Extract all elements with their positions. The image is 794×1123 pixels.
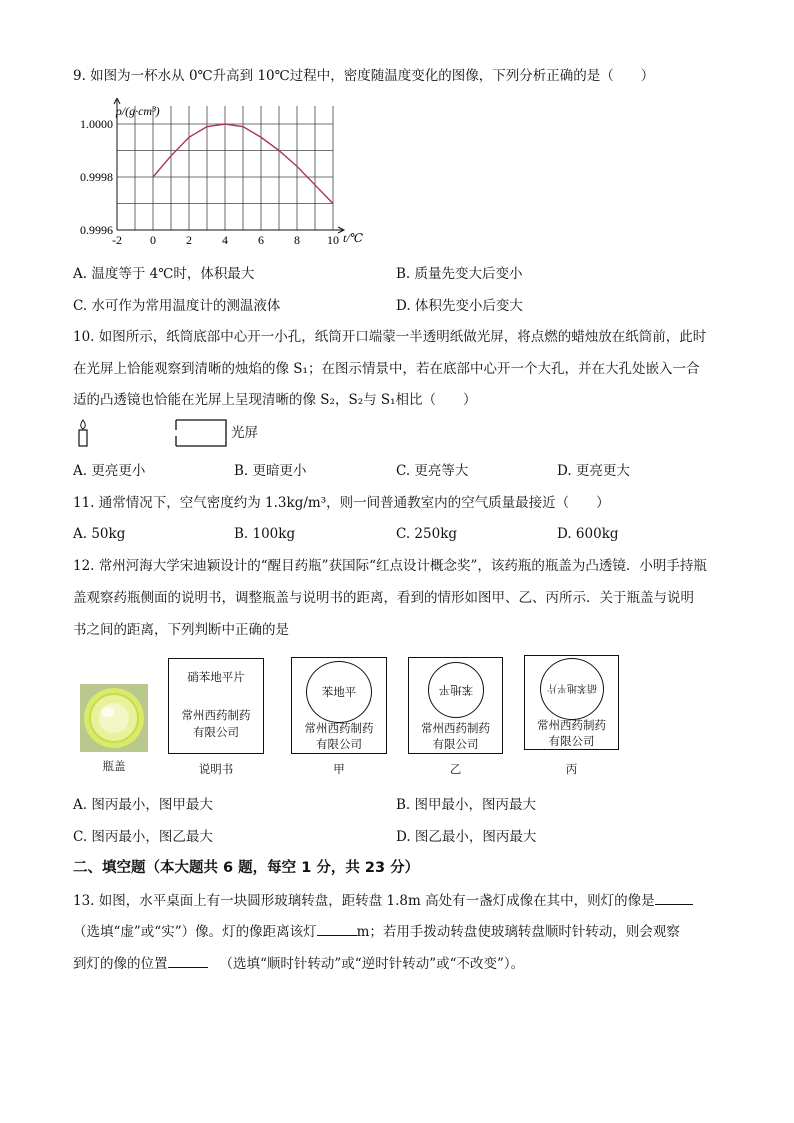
x-axis-label: t/℃ [343, 231, 364, 245]
x-tick-label: 10 [327, 233, 339, 247]
q10-line-3: 适的凸透镜也恰能在光屏上呈现清晰的像 S₂，S₂与 S₁相比（ ） [73, 392, 477, 408]
manual-title: 硝苯地平片 [187, 670, 245, 684]
yi-company-1: 常州西药制药 [421, 721, 490, 735]
q10-option-d[interactable]: D. 更亮更大 [557, 463, 630, 479]
q12-option-c[interactable]: C. 图丙最小，图乙最大 [73, 829, 213, 845]
q9-option-a[interactable]: A. 温度等于 4℃时，体积最大 [73, 266, 255, 282]
yi-caption: 乙 [449, 762, 462, 776]
q11-option-a[interactable]: A. 50kg [73, 526, 126, 542]
q11-option-b[interactable]: B. 100kg [234, 526, 296, 542]
q13-text-3b: （选填“顺时针转动”或“逆时针转动”或“不改变”）。 [219, 956, 525, 972]
q10-option-b[interactable]: B. 更暗更小 [234, 463, 307, 479]
chart-ticks [80, 117, 339, 247]
q10-line-1: 10. 如图所示，纸筒底部中心开一小孔，纸筒开口端蒙一半透明纸做光屏，将点燃的蜡烛放在纸筒前，此时 [73, 329, 707, 345]
q13-text-2a: （选填“虚”或“实”）像。灯的像距离该灯 [73, 924, 317, 940]
q13-blank-1[interactable] [655, 890, 693, 905]
chart-axes [114, 98, 344, 233]
manual-figure [168, 658, 264, 754]
q10-option-a[interactable]: A. 更亮更小 [73, 463, 146, 479]
q9-stem: 9. 如图为一杯水从 0℃升高到 10℃过程中，密度随温度变化的图像，下列分析正确的是（ ） [73, 68, 655, 84]
x-tick-label: -2 [112, 233, 122, 247]
paper-tube [174, 418, 228, 448]
y-tick-label: 1.0000 [80, 117, 113, 131]
q13-line-1 [73, 890, 693, 911]
bing-company-2: 有限公司 [548, 734, 595, 748]
x-tick-label: 8 [294, 233, 300, 247]
bing-company-1: 常州西药制药 [537, 718, 606, 732]
jia-company-1: 常州西药制药 [304, 721, 374, 735]
q10-option-c[interactable]: C. 更亮等大 [396, 463, 469, 479]
q11-stem: 11. 通常情况下，空气密度约为 1.3kg/m³，则一间普通教室内的空气质量最接近（ ） [73, 495, 610, 511]
q12-option-d[interactable]: D. 图乙最小，图丙最大 [396, 829, 537, 845]
q9-option-d[interactable]: D. 体积先变小后变大 [396, 298, 523, 314]
q11-option-d[interactable]: D. 600kg [557, 526, 619, 542]
manual-company-1: 常州西药制药 [181, 708, 251, 722]
jia-circle-text: 苯地平 [321, 685, 357, 699]
q13-blank-3[interactable] [168, 953, 208, 968]
x-tick-label: 6 [258, 233, 264, 247]
yi-lens-circle [428, 662, 484, 718]
figure-jia [291, 657, 387, 754]
q12-line-3: 书之间的距离，下列判断中正确的是 [73, 622, 289, 638]
q10-line-2: 在光屏上恰能观察到清晰的烛焰的像 S₁；在图示情景中，若在底部中心开一个大孔，并在大孔处嵌入一合 [73, 361, 700, 377]
bottle-cap-photo [80, 684, 148, 752]
q9-option-b[interactable]: B. 质量先变大后变小 [396, 266, 523, 282]
manual-caption: 说明书 [198, 762, 234, 776]
q13-blank-2[interactable] [317, 921, 357, 936]
q13-text-2b: m；若用手拨动转盘使玻璃转盘顺时针转动，则会观察 [356, 924, 680, 940]
yi-company-2: 有限公司 [432, 737, 479, 751]
bing-lens-circle [540, 658, 604, 720]
bing-caption: 丙 [565, 762, 578, 776]
y-axis-label: ρ/(g·cm³) [116, 104, 160, 118]
q13-text-3a: 到灯的像的位置 [73, 956, 168, 972]
q13-text-1: 13. 如图，水平桌面上有一块圆形玻璃转盘，距转盘 1.8m 高处有一盏灯成像在其中，则灯的像是 [73, 893, 655, 909]
section-2-heading: 二、填空题（本大题共 6 题，每空 1 分，共 23 分） [73, 860, 420, 876]
x-tick-label: 4 [222, 233, 228, 247]
q12-option-a[interactable]: A. 图丙最小，图甲最大 [73, 797, 213, 813]
q9-option-c[interactable]: C. 水可作为常用温度计的测温液体 [73, 298, 281, 314]
x-tick-label: 0 [150, 233, 156, 247]
cap-caption: 瓶盖 [102, 759, 126, 773]
figure-bing [524, 655, 619, 750]
jia-caption: 甲 [333, 762, 345, 776]
jia-company-2: 有限公司 [316, 737, 362, 751]
q11-option-c[interactable]: C. 250kg [396, 526, 458, 542]
y-tick-label: 0.9996 [80, 223, 113, 237]
jia-lens-circle [306, 661, 372, 723]
q12-line-1: 12. 常州河海大学宋迪颖设计的“醒目药瓶”获国际“红点设计概念奖”，该药瓶的瓶盖为凸透镜．小明手持瓶 [73, 558, 707, 574]
yi-circle-text: 苯地平 [438, 683, 474, 697]
q13-line-2 [73, 921, 680, 942]
density-chart [70, 98, 370, 250]
y-tick-label: 0.9998 [80, 170, 113, 184]
q13-line-3 [73, 953, 524, 974]
q12-line-2: 盖观察药瓶侧面的说明书，调整瓶盖与说明书的距离，看到的情形如图甲、乙、丙所示．关于瓶盖与说明 [73, 590, 694, 606]
x-tick-label: 2 [186, 233, 192, 247]
manual-company-2: 有限公司 [193, 725, 239, 739]
q12-option-b[interactable]: B. 图甲最小，图丙最大 [396, 797, 537, 813]
bing-circle-text: 硝苯地平片 [547, 682, 597, 693]
figure-yi [408, 657, 503, 754]
screen-label: 光屏 [231, 425, 258, 441]
candle-icon [76, 418, 90, 448]
